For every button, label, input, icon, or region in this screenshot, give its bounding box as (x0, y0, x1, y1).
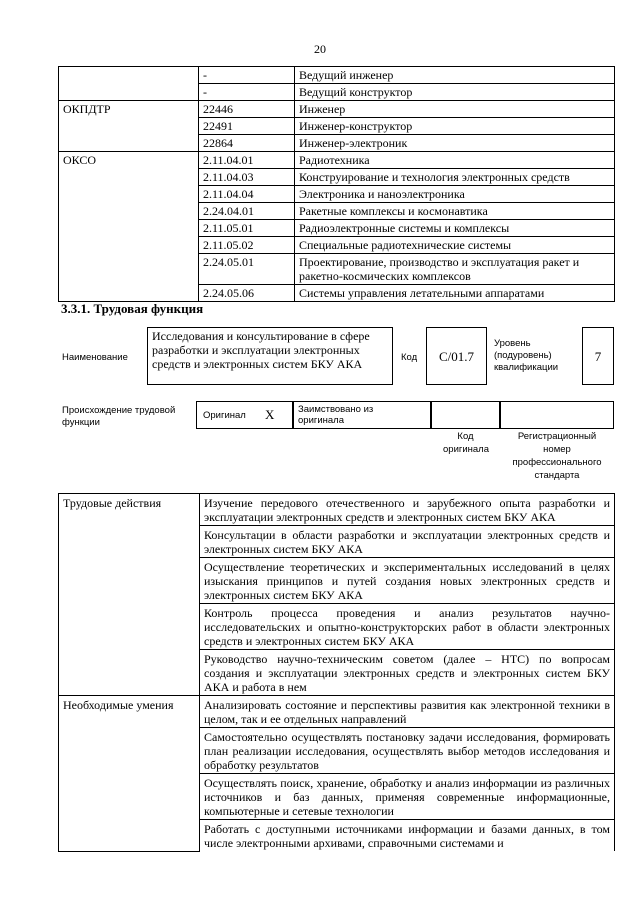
classification-name: Ракетные комплексы и космонавтика (295, 203, 615, 220)
classification-code: 2.24.05.06 (199, 285, 295, 302)
origin-borrowed-label: Заимствовано из оригинала (298, 404, 374, 426)
labor-action-label: Трудовые действия (59, 494, 200, 696)
classification-name: Радиотехника (295, 152, 615, 169)
qualification-level-label-line-3: квалификации (494, 362, 559, 373)
classification-code: 22446 (199, 101, 295, 118)
qualification-level-label-line-1: Уровень (494, 338, 531, 349)
classification-code: - (199, 67, 295, 84)
labor-action-text: Изучение передового отечественного и зарубежного опыта разработки и эксплуатации электронных средств и электронных систем БКУ АКА (200, 494, 615, 526)
classification-table (58, 66, 615, 302)
classification-name: Ведущий инженер (295, 67, 615, 84)
classification-group (59, 67, 199, 101)
classification-name: Специальные радиотехнические системы (295, 237, 615, 254)
classification-row (59, 101, 615, 118)
classification-row (59, 152, 615, 169)
classification-group: ОКПДТР (59, 101, 199, 152)
classification-name: Конструирование и технология электронных средств (295, 169, 615, 186)
classification-code: 22864 (199, 135, 295, 152)
classification-code: 2.11.04.01 (199, 152, 295, 169)
labor-action-text: Консультации в области разработки и эксплуатации электронных средств и электронных систем БКУ АКА (200, 526, 615, 558)
labor-action-text: Руководство научно-техническим советом (далее – НТС) по вопросам создания и эксплуатации электронных средств и электронных систем БКУ АКА и работа в нем (200, 650, 615, 696)
function-code-value: C/01.7 (426, 327, 487, 385)
skill-text: Анализировать состояние и перспективы развития как электронной техники в целом, так и ее отдельных направлений (200, 696, 615, 728)
labor-functions-table (58, 493, 615, 852)
origin-code-caption: Код оригинала (443, 431, 490, 455)
origin-original-cell (196, 401, 293, 429)
qualification-level-label (494, 338, 558, 374)
function-name-value: Исследования и консультирование в сфере разработки и эксплуатации электронных средств и электронных систем БКУ АКА (147, 327, 393, 385)
section-title: 3.3.1. Трудовая функция (61, 301, 204, 316)
origin-code-cell (431, 401, 500, 429)
labor-action-text: Осуществление теоретических и экспериментальных исследований в целях изыскания принципов и путей создания новых электронных средств и электронных систем БКУ АКА (200, 558, 615, 604)
function-name-label: Наименование (62, 352, 128, 363)
function-code-label: Код (401, 352, 418, 363)
classification-code: 22491 (199, 118, 295, 135)
skill-text: Самостоятельно осуществлять постановку задачи исследования, формировать план реализации исследования, осуществлять выбор методов исследования и обработку результатов (200, 728, 615, 774)
classification-name: Электроника и наноэлектроника (295, 186, 615, 203)
origin-reg-number-cell (500, 401, 614, 429)
origin-reg-caption: Регистрационный номер профессионального стандарта (512, 431, 602, 481)
classification-code: 2.11.04.03 (199, 169, 295, 186)
classification-code: 2.24.05.01 (199, 254, 295, 285)
classification-code: 2.24.04.01 (199, 203, 295, 220)
labor-action (59, 494, 615, 526)
classification-name: Инженер-электроник (295, 135, 615, 152)
labor-action-text: Контроль процесса проведения и анализ результатов научно-исследовательских и опытно-конструкторских работ в области электронных средств и электронных систем БКУ АКА (200, 604, 615, 650)
skill-text: Работать с доступными источниками информации и базами данных, в том числе электронными архивами, справочными системами и (200, 820, 615, 852)
qualification-level-label-line-2: (подуровень) (494, 350, 552, 361)
classification-code: 2.11.05.01 (199, 220, 295, 237)
classification-name: Инженер-конструктор (295, 118, 615, 135)
classification-name: Системы управления летательными аппаратами (295, 285, 615, 302)
origin-original-mark: X (265, 407, 275, 422)
skill-label: Необходимые умения (59, 696, 200, 852)
origin-original-label: Оригинал (203, 410, 246, 421)
classification-name: Проектирование, производство и эксплуатация ракет и ракетно-космических комплексов (295, 254, 615, 285)
classification-name: Радиоэлектронные системы и комплексы (295, 220, 615, 237)
classification-code: 2.11.05.02 (199, 237, 295, 254)
qualification-level-value: 7 (582, 327, 614, 385)
origin-label-text: Происхождение трудовой функции (62, 405, 176, 428)
classification-code: 2.11.04.04 (199, 186, 295, 203)
skill (59, 696, 615, 728)
classification-code: - (199, 84, 295, 101)
page-number: 20 (314, 42, 326, 56)
classification-group: ОКСО (59, 152, 199, 302)
origin-label (62, 405, 192, 429)
classification-row (59, 67, 615, 84)
classification-name: Инженер (295, 101, 615, 118)
skill-text: Осуществлять поиск, хранение, обработку и анализ информации из различных источников и баз данных, применяя современные информационные, компьютерные и сетевые технологии (200, 774, 615, 820)
origin-borrowed-cell (293, 401, 431, 429)
classification-name: Ведущий конструктор (295, 84, 615, 101)
